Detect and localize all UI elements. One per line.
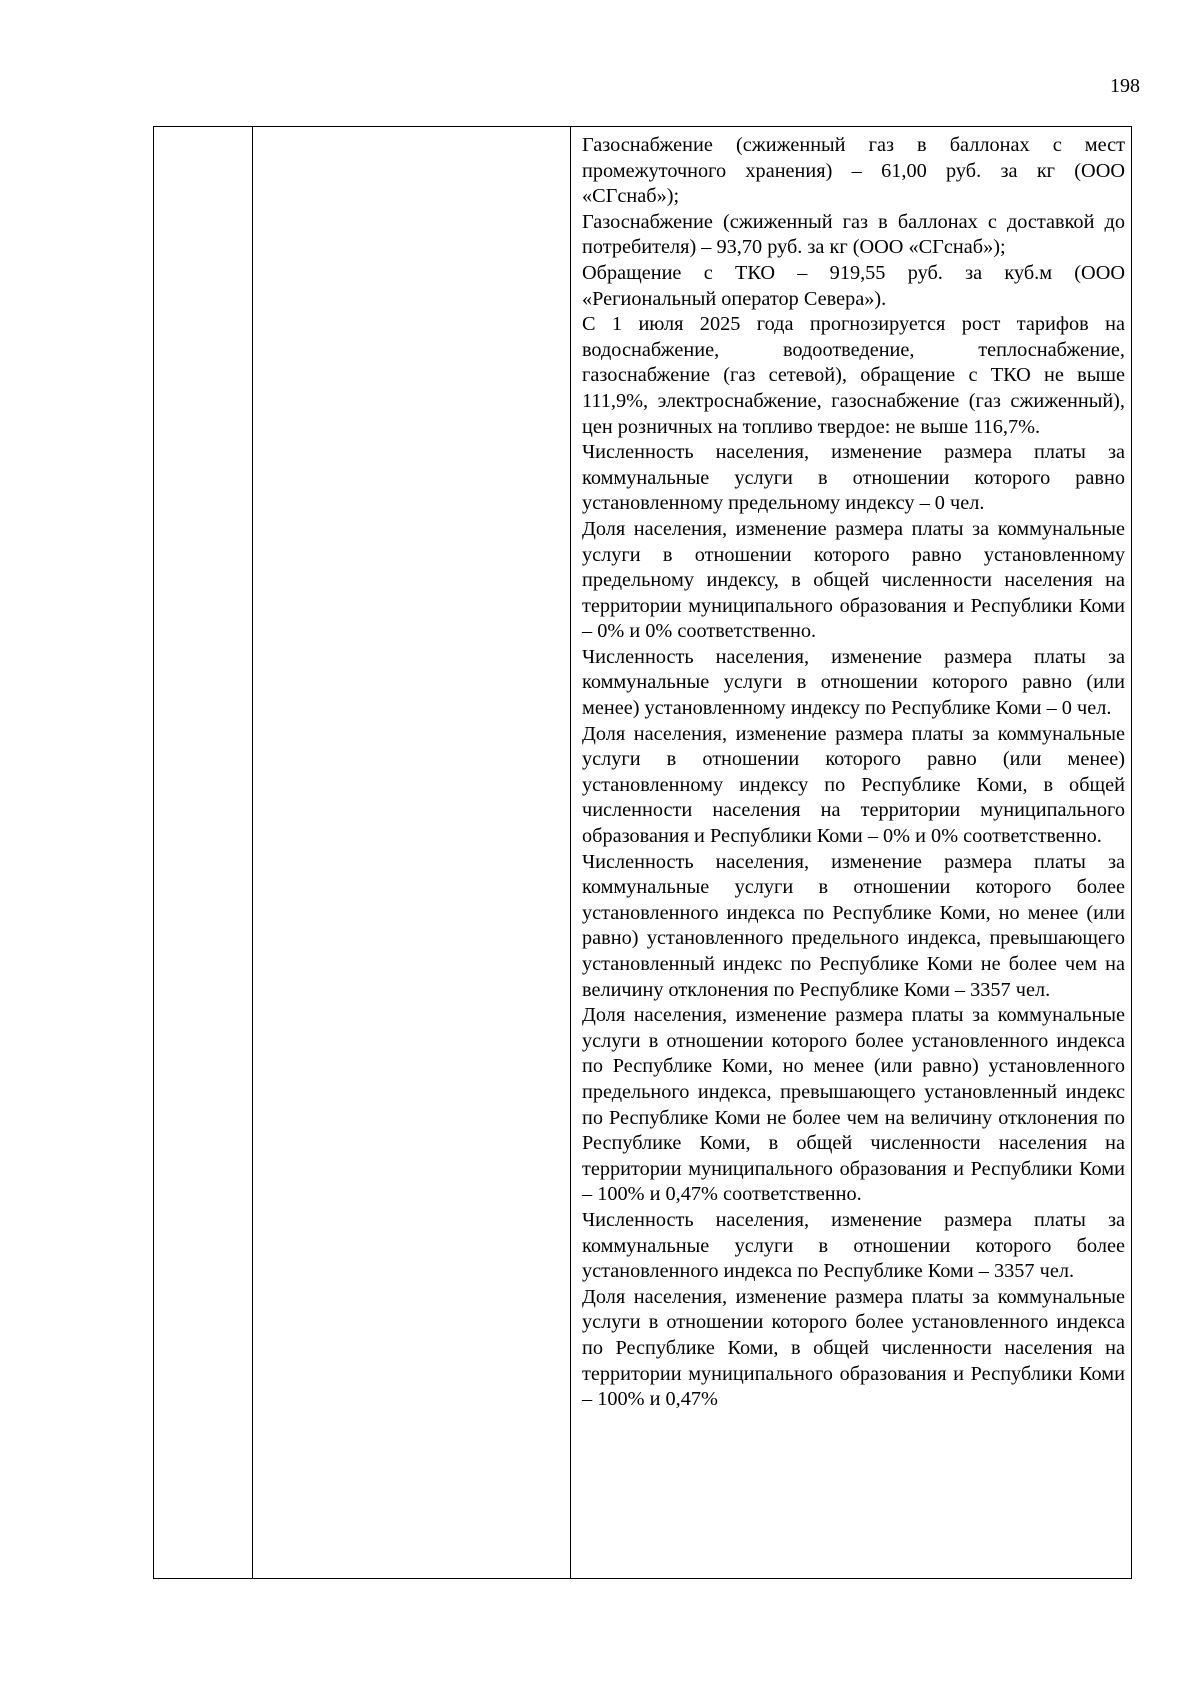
paragraph-population-regional-index: Численность населения, изменение размера платы за коммунальные услуги в отношении которого равно (или менее) установленному индексу по Республике Коми – 0 чел.: [582, 645, 1125, 720]
paragraph-waste-handling: Обращение с ТКО – 919,55 руб. за куб.м (ООО «Региональный оператор Севера»).: [582, 261, 1125, 310]
paragraph-gas-storage: Газоснабжение (сжиженный газ в баллонах с мест промежуточного хранения) – 61,00 руб. за кг (ООО «СГснаб»);: [582, 134, 1125, 208]
document-table: [153, 126, 1132, 1579]
paragraph-share-limit-index: Доля населения, изменение размера платы за коммунальные услуги в отношении которого равно установленному предельному индексу, в общей численности населения на территории муниципального образования и Республики Коми – 0% и 0% соответственно.: [582, 517, 1125, 643]
table-row: [154, 127, 1132, 1579]
paragraph-share-exceeding-index: Доля населения, изменение размера платы за коммунальные услуги в отношении которого более установленного индекса по Республике Коми, в общей численности населения на территории муниципального образования и Республики Коми – 100% и 0,47%: [582, 1285, 1125, 1411]
paragraph-population-exceeding-index: Численность населения, изменение размера платы за коммунальные услуги в отношении которого более установленного индекса по Республике Коми – 3357 чел.: [582, 1208, 1125, 1283]
paragraph-tariff-forecast: С 1 июля 2025 года прогнозируется рост тарифов на водоснабжение, водоотведение, теплоснабжение, газоснабжение (газ сетевой), обращение с ТКО не выше 111,9%, электроснабжение, газоснабжение (газ сжиженный), цен розничных на топливо твердое: не выше 116,7%.: [582, 313, 1125, 438]
table-cell-description: [571, 127, 1132, 1579]
page-number: 198: [1110, 75, 1140, 97]
paragraph-population-above-index: Численность населения, изменение размера платы за коммунальные услуги в отношении которого более установленного индекса по Республике Коми, но менее (или равно) установленного предельного индекса, превышающего установленный индекс по Республике Коми не более чем на величину отклонения по Республике Коми – 3357 чел.: [582, 850, 1125, 1001]
paragraph-share-regional-index: Доля населения, изменение размера платы за коммунальные услуги в отношении которого равно (или менее) установленному индексу по Республике Коми, в общей численности населения на территории муниципального образования и Республики Коми – 0% и 0% соответственно.: [582, 722, 1125, 848]
paragraph-gas-delivery: Газоснабжение (сжиженный газ в баллонах с доставкой до потребителя) – 93,70 руб. за кг (ООО «СГснаб»);: [582, 210, 1125, 259]
table-cell-number: [154, 127, 253, 1579]
paragraph-share-above-index: Доля населения, изменение размера платы за коммунальные услуги в отношении которого более установленного индекса по Республике Коми, но менее (или равно) установленного предельного индекса, превышающего установленный индекс по Республике Коми не более чем на величину отклонения по Республике Коми, в общей численности населения на территории муниципального образования и Республики Коми – 100% и 0,47% соответственно.: [582, 1004, 1125, 1206]
paragraph-population-limit-index: Численность населения, изменение размера платы за коммунальные услуги в отношении которого равно установленному предельному индексу – 0 чел.: [582, 441, 1125, 515]
table-cell-indicator: [253, 127, 571, 1579]
description-text: [571, 127, 1131, 1413]
